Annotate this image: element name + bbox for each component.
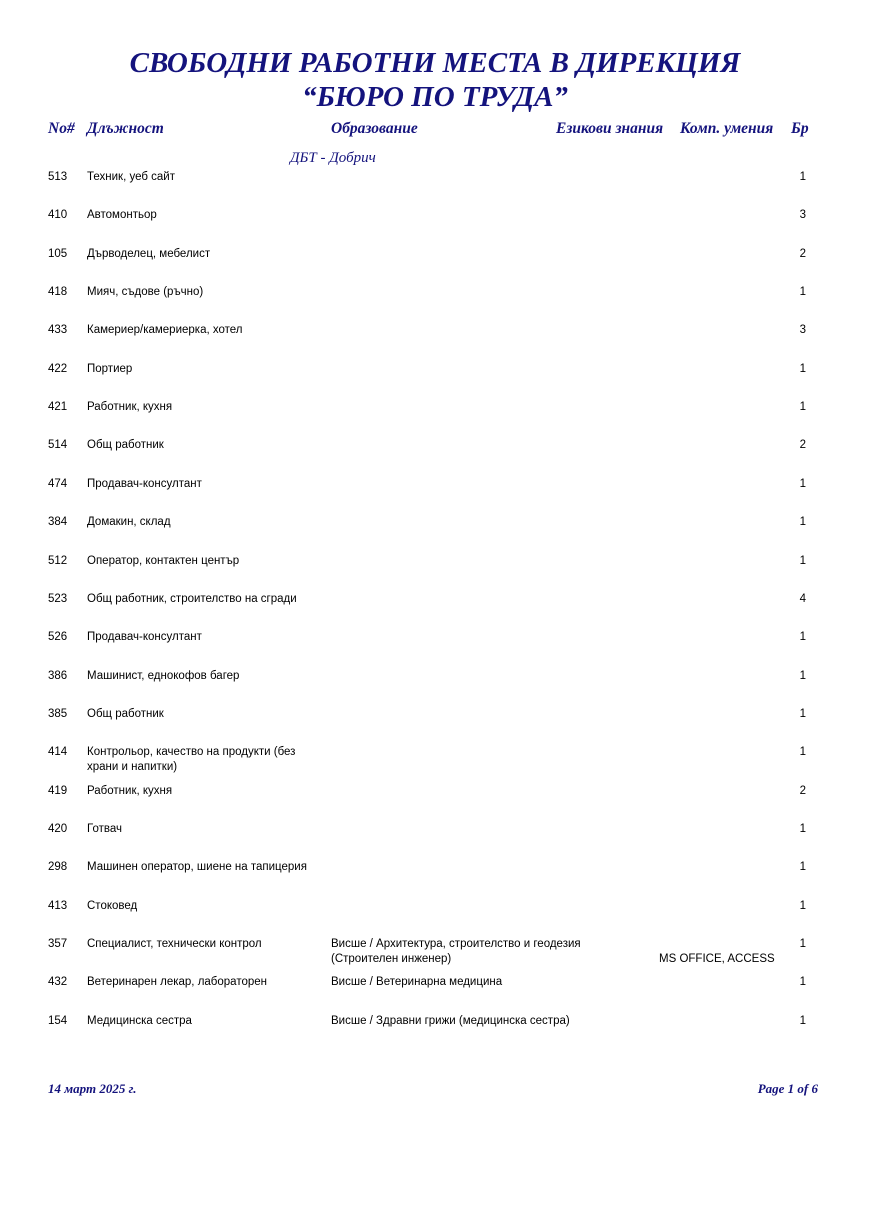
row-position: Работник, кухня — [87, 401, 173, 414]
row-count: 1 — [799, 669, 806, 682]
footer-date: 14 март 2025 г. — [48, 1081, 137, 1096]
row-count: 3 — [799, 324, 806, 337]
group-heading: ДБТ - Добрич — [290, 150, 376, 166]
row-count: 1 — [799, 707, 806, 720]
row-count: 1 — [799, 822, 806, 835]
table-row — [0, 362, 870, 400]
row-number: 418 — [48, 286, 68, 299]
page-title-line-1: СВОБОДНИ РАБОТНИ МЕСТА В ДИРЕКЦИЯ — [129, 47, 741, 79]
row-position: Работник, кухня — [87, 784, 173, 797]
table-row — [0, 669, 870, 707]
row-position: Готвач — [87, 822, 122, 835]
table-row — [0, 592, 870, 630]
table-row — [0, 170, 870, 208]
table-row — [0, 1014, 870, 1052]
row-count: 3 — [799, 209, 806, 222]
row-position: Ветеринарен лекар, лабораторен — [87, 976, 267, 989]
row-count: 1 — [799, 746, 806, 759]
row-number: 419 — [48, 784, 68, 797]
row-number: 433 — [48, 324, 68, 337]
row-number: 474 — [48, 477, 68, 490]
table-row — [0, 285, 870, 323]
row-position: Машинист, еднокофов багер — [87, 669, 240, 682]
table-row — [0, 323, 870, 361]
row-count: 1 — [799, 861, 806, 874]
row-count: 1 — [799, 631, 806, 644]
row-count: 1 — [799, 362, 806, 375]
row-count: 2 — [799, 439, 806, 452]
row-position: Стоковед — [87, 899, 138, 912]
table-row — [0, 208, 870, 246]
row-position: Продавач-консултант — [87, 477, 202, 490]
table-row — [0, 860, 870, 898]
row-position: Продавач-консултант — [87, 631, 202, 644]
row-number: 512 — [48, 554, 68, 567]
row-position: Автомонтьор — [87, 209, 157, 222]
table-row — [0, 822, 870, 860]
row-position: Контрольор, качество на продукти (без храни и напитки) — [87, 746, 296, 773]
row-number: 420 — [48, 822, 68, 835]
column-header-position: Длъжност — [87, 120, 164, 137]
column-header-languages: Езикови знания — [556, 120, 664, 137]
row-education: Висше / Ветеринарна медицина — [331, 976, 503, 989]
row-position: Мияч, съдове (ръчно) — [87, 286, 204, 299]
table-row — [0, 438, 870, 476]
footer-page-number: Page 1 of 6 — [757, 1081, 818, 1096]
table-row — [0, 247, 870, 285]
row-position: Специалист, технически контрол — [87, 938, 262, 950]
table-row — [0, 630, 870, 668]
row-computer-skills: MS OFFICE, ACCESS — [659, 952, 775, 965]
row-education: Висше / Здравни грижи (медицинска сестра) — [331, 1014, 570, 1027]
table-row — [0, 400, 870, 438]
row-position: Оператор, контактен център — [87, 554, 240, 567]
row-number: 386 — [48, 669, 68, 682]
row-count: 1 — [799, 171, 806, 183]
row-number: 384 — [48, 516, 68, 529]
row-position: Дърводелец, мебелист — [87, 247, 211, 260]
column-header-no: No# — [48, 120, 75, 137]
row-position: Портиер — [87, 362, 133, 375]
table-row — [0, 707, 870, 745]
row-number: 513 — [48, 171, 68, 183]
row-position: Камериер/камериерка, хотел — [87, 324, 243, 337]
row-count: 1 — [799, 938, 806, 950]
row-count: 1 — [799, 1014, 806, 1027]
row-number: 105 — [48, 247, 68, 260]
row-count: 1 — [799, 899, 806, 912]
row-number: 413 — [48, 899, 68, 912]
row-count: 1 — [799, 286, 806, 299]
row-number: 526 — [48, 631, 68, 644]
row-number: 421 — [48, 401, 68, 414]
row-position: Медицинска сестра — [87, 1014, 192, 1027]
row-position: Общ работник — [87, 707, 164, 720]
row-number: 422 — [48, 362, 68, 375]
row-number: 298 — [48, 861, 68, 874]
row-count: 1 — [799, 554, 806, 567]
row-number: 410 — [48, 209, 68, 222]
row-number: 414 — [48, 746, 68, 759]
row-position: Техник, уеб сайт — [87, 171, 175, 183]
row-position: Домакин, склад — [87, 516, 171, 529]
row-number: 357 — [48, 938, 68, 950]
row-number: 432 — [48, 976, 68, 989]
column-header-computer-skills: Комп. умения — [680, 120, 774, 137]
row-count: 1 — [799, 976, 806, 989]
row-position: Машинен оператор, шиене на тапицерия — [87, 861, 307, 874]
row-number: 514 — [48, 439, 68, 452]
table-row — [0, 899, 870, 937]
row-number: 523 — [48, 592, 68, 605]
table-row — [0, 937, 870, 975]
table-row — [0, 554, 870, 592]
table-row — [0, 784, 870, 822]
table-row — [0, 745, 870, 783]
row-count: 1 — [799, 516, 806, 529]
row-count: 4 — [799, 592, 806, 605]
row-count: 2 — [799, 247, 806, 260]
row-position: Общ работник — [87, 439, 164, 452]
row-education: Висше / Архитектура, строителство и геодезия (Строителен инженер) — [331, 938, 581, 965]
row-number: 154 — [48, 1014, 68, 1027]
page-title-line-2: “БЮРО ПО ТРУДА” — [302, 81, 568, 113]
column-header-count: Бр — [791, 120, 809, 137]
row-count: 1 — [799, 477, 806, 490]
row-number: 385 — [48, 707, 68, 720]
column-header-education: Образование — [331, 120, 418, 137]
table-row — [0, 477, 870, 515]
table-row — [0, 975, 870, 1013]
row-count: 2 — [799, 784, 806, 797]
table-row — [0, 515, 870, 553]
row-count: 1 — [799, 401, 806, 414]
row-position: Общ работник, строителство на сгради — [87, 592, 297, 605]
